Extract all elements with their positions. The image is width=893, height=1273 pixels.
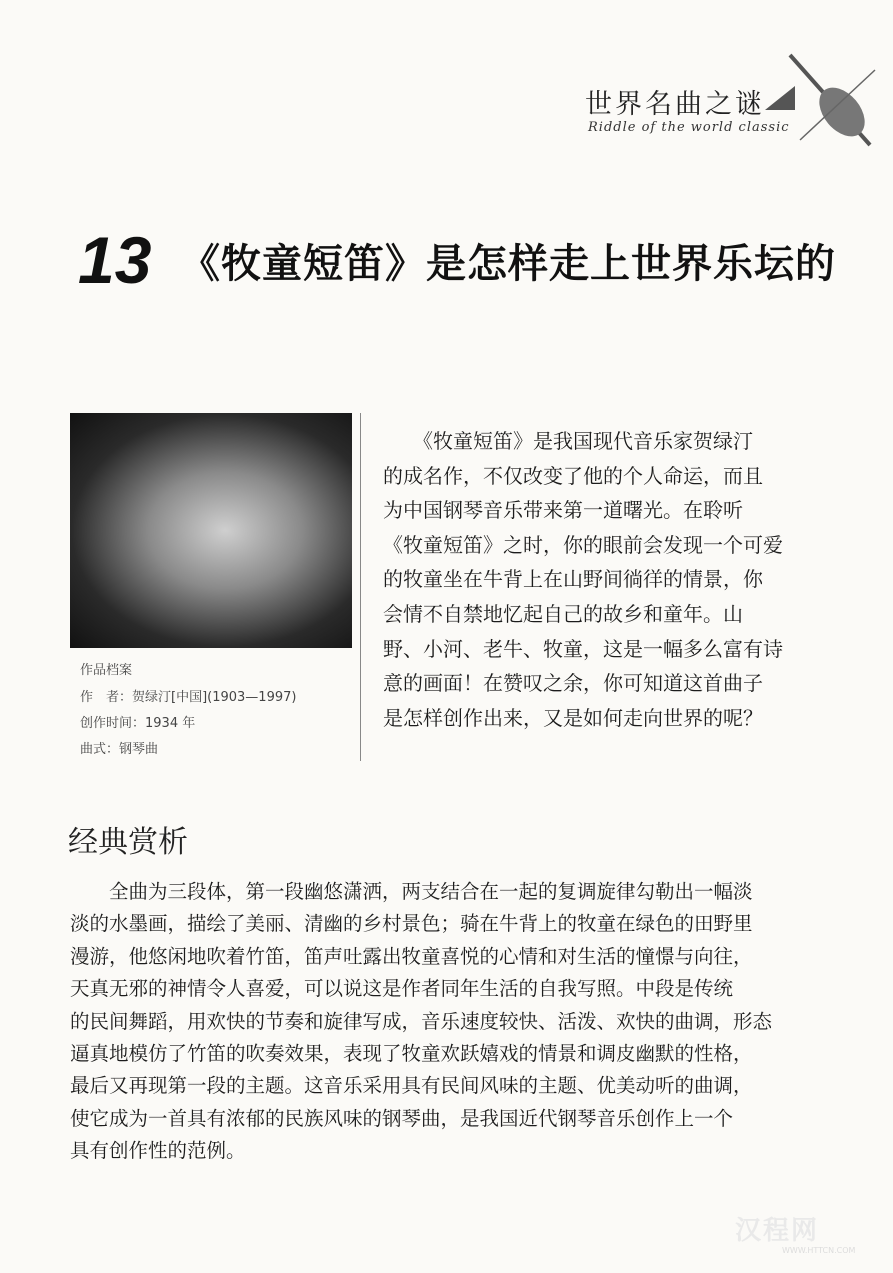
body-line: 天真无邪的神情令人喜爱，可以说这是作者同年生活的自我写照。中段是传统 — [70, 977, 734, 1001]
intro-line: 野、小河、老牛、牧童，这是一幅多么富有诗 — [383, 636, 783, 661]
intro-line: 是怎样创作出来，又是如何走向世界的呢？ — [383, 705, 763, 730]
intro-line: 会情不自禁地忆起自己的故乡和童年。山 — [383, 602, 743, 626]
watermark-logo: 汉程网 — [735, 1216, 820, 1246]
intro-line: 的成名作，不仅改变了他的个人命运，而且 — [383, 463, 763, 488]
body-line: 漫游，他悠闲地吹着竹笛，笛声吐露出牧童喜悦的心情和对生活的憧憬与向往， — [70, 944, 753, 968]
profile-author: 作 者：贺绿汀[中国](1903—1997) — [80, 690, 297, 705]
series-title: 世界名曲之谜 — [585, 89, 765, 120]
body-line: 的民间舞蹈，用欢快的节奏和旋律写成，音乐速度较快、活泼、欢快的曲调，形态 — [70, 1009, 773, 1033]
body-line: 全曲为三段体，第一段幽悠潇洒，两支结合在一起的复调旋律勾勒出一幅淡 — [70, 880, 753, 903]
body-line: 逼真地模仿了竹笛的吹奏效果，表现了牧童欢跃嬉戏的情景和调皮幽默的性格， — [70, 1042, 753, 1065]
chapter-title: 《牧童短笛》是怎样走上世界乐坛的 — [180, 241, 836, 287]
profile-form: 曲式：钢琴曲 — [80, 742, 159, 757]
composer-portrait — [70, 413, 352, 648]
body-line: 使它成为一首具有浓郁的民族风味的钢琴曲，是我国近代钢琴音乐创作上一个 — [70, 1106, 734, 1130]
series-subtitle: Riddle of the world classic — [588, 120, 790, 135]
watermark-url: WWW.HTTCN.COM — [782, 1246, 856, 1255]
chapter-number: 13 — [78, 223, 152, 297]
intro-line: 为中国钢琴音乐带来第一道曙光。在聆听 — [383, 498, 743, 523]
body-line: 具有创作性的范例。 — [70, 1139, 246, 1163]
body-line: 淡的水墨画，描绘了美丽、清幽的乡村景色；骑在牛背上的牧童在绿色的田野里 — [70, 912, 753, 936]
intro-line: 《牧童短笛》是我国现代音乐家贺绿汀 — [383, 429, 753, 453]
profile-date: 创作时间：1934 年 — [80, 716, 196, 731]
intro-line: 《牧童短笛》之时，你的眼前会发现一个可爱 — [383, 532, 783, 557]
intro-line: 意的画面！在赞叹之余，你可知道这首曲子 — [383, 671, 763, 696]
body-line: 最后又再现第一段的主题。这音乐采用具有民间风味的主题、优美动听的曲调， — [70, 1074, 753, 1098]
section-heading: 经典赏析 — [68, 825, 188, 860]
intro-line: 的牧童坐在牛背上在山野间徜徉的情景，你 — [383, 567, 763, 592]
violin-icon — [780, 50, 880, 150]
profile-heading: 作品档案 — [80, 663, 133, 678]
divider — [360, 413, 361, 761]
